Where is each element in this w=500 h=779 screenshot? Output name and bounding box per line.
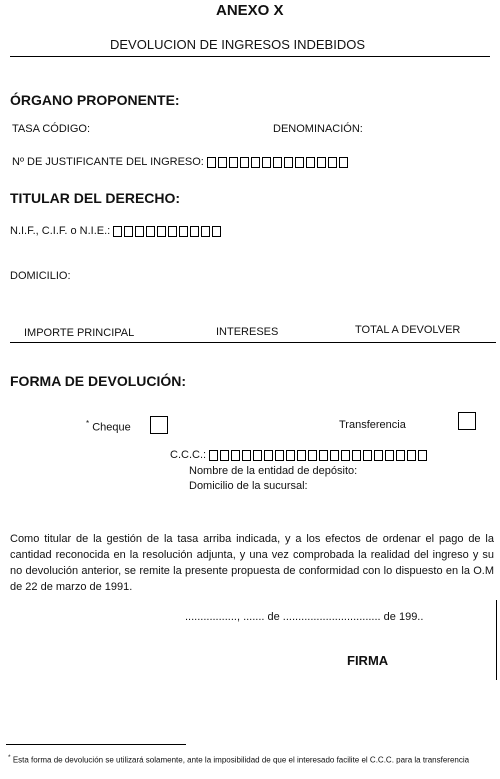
digit-box[interactable]	[113, 226, 122, 237]
footnote-divider	[6, 744, 186, 745]
transferencia-checkbox[interactable]	[458, 412, 476, 430]
digit-box[interactable]	[168, 226, 177, 237]
header-divider	[10, 56, 490, 57]
entidad-label: Nombre de la entidad de depósito:	[189, 465, 358, 477]
nif-boxes[interactable]	[113, 225, 223, 237]
digit-box[interactable]	[407, 450, 416, 461]
digit-box[interactable]	[201, 226, 210, 237]
signature-margin-line	[496, 600, 497, 680]
digit-box[interactable]	[418, 450, 427, 461]
footnote-text: Esta forma de devolución se utilizará solamente, ante la imposibilidad de que el interesado facilite el C.C.C. para la transferencia	[12, 755, 470, 765]
importe-principal-label: IMPORTE PRINCIPAL	[24, 327, 135, 339]
fecha-line: ................., ....... de ................................ de 199..	[185, 611, 424, 623]
footnote	[8, 752, 488, 766]
digit-box[interactable]	[157, 226, 166, 237]
digit-box[interactable]	[286, 450, 295, 461]
digit-box[interactable]	[385, 450, 394, 461]
justificante-boxes[interactable]	[207, 156, 350, 168]
digit-box[interactable]	[328, 157, 337, 168]
digit-box[interactable]	[341, 450, 350, 461]
ccc-field	[170, 449, 429, 461]
digit-box[interactable]	[218, 157, 227, 168]
digit-box[interactable]	[212, 226, 221, 237]
digit-box[interactable]	[135, 226, 144, 237]
digit-box[interactable]	[179, 226, 188, 237]
digit-box[interactable]	[330, 450, 339, 461]
digit-box[interactable]	[317, 157, 326, 168]
tasa-codigo-label: TASA CÓDIGO:	[12, 123, 91, 135]
digit-box[interactable]	[363, 450, 372, 461]
digit-box[interactable]	[275, 450, 284, 461]
ccc-label: C.C.C.:	[170, 449, 207, 461]
digit-box[interactable]	[396, 450, 405, 461]
footnote-mark: *	[8, 754, 11, 761]
firma-label: FIRMA	[347, 653, 389, 668]
justificante-field	[12, 156, 350, 168]
nif-label: N.I.F., C.I.F. o N.I.E.:	[10, 225, 111, 237]
denominacion-label: DENOMINACIÓN:	[273, 123, 363, 135]
digit-box[interactable]	[209, 450, 218, 461]
digit-box[interactable]	[297, 450, 306, 461]
total-devolver-label: TOTAL A DEVOLVER	[355, 324, 461, 336]
digit-box[interactable]	[352, 450, 361, 461]
digit-box[interactable]	[262, 157, 271, 168]
digit-box[interactable]	[264, 450, 273, 461]
digit-box[interactable]	[306, 157, 315, 168]
digit-box[interactable]	[220, 450, 229, 461]
cheque-checkbox[interactable]	[150, 416, 168, 434]
digit-box[interactable]	[308, 450, 317, 461]
digit-box[interactable]	[231, 450, 240, 461]
declaracion-text: Como titular de la gestión de la tasa arriba indicada, y a los efectos de ordenar el pago de la cantidad reconocida en la resolución adjunta, y una vez comprobada la realidad del ingreso y su no devolución anterior, se remite la presente propuesta de conformidad con lo dispuesto en la O.M de 22 de marzo de 1991.	[10, 533, 494, 593]
digit-box[interactable]	[339, 157, 348, 168]
digit-box[interactable]	[146, 226, 155, 237]
digit-box[interactable]	[190, 226, 199, 237]
digit-box[interactable]	[229, 157, 238, 168]
transferencia-label: Transferencia	[339, 419, 406, 431]
domicilio-label: DOMICILIO:	[10, 270, 71, 282]
digit-box[interactable]	[295, 157, 304, 168]
digit-box[interactable]	[284, 157, 293, 168]
importes-divider	[10, 342, 496, 343]
digit-box[interactable]	[253, 450, 262, 461]
intereses-label: INTERESES	[216, 326, 279, 338]
forma-heading: FORMA DE DEVOLUCIÓN:	[10, 373, 187, 389]
justificante-label: Nº DE JUSTIFICANTE DEL INGRESO:	[12, 156, 204, 168]
cheque-label: Cheque	[92, 421, 131, 434]
organo-heading: ÓRGANO PROPONENTE:	[10, 92, 180, 108]
document-subtitle: DEVOLUCION DE INGRESOS INDEBIDOS	[110, 37, 365, 52]
ccc-boxes[interactable]	[209, 449, 429, 461]
digit-box[interactable]	[242, 450, 251, 461]
nif-field	[10, 225, 223, 237]
digit-box[interactable]	[319, 450, 328, 461]
digit-box[interactable]	[273, 157, 282, 168]
document-title: ANEXO X	[216, 2, 284, 19]
digit-box[interactable]	[207, 157, 216, 168]
digit-box[interactable]	[374, 450, 383, 461]
sucursal-label: Domicilio de la sucursal:	[189, 480, 308, 492]
cheque-footnote-mark: *	[86, 419, 90, 428]
digit-box[interactable]	[240, 157, 249, 168]
cheque-option	[86, 419, 131, 434]
digit-box[interactable]	[251, 157, 260, 168]
titular-heading: TITULAR DEL DERECHO:	[10, 190, 181, 206]
digit-box[interactable]	[124, 226, 133, 237]
